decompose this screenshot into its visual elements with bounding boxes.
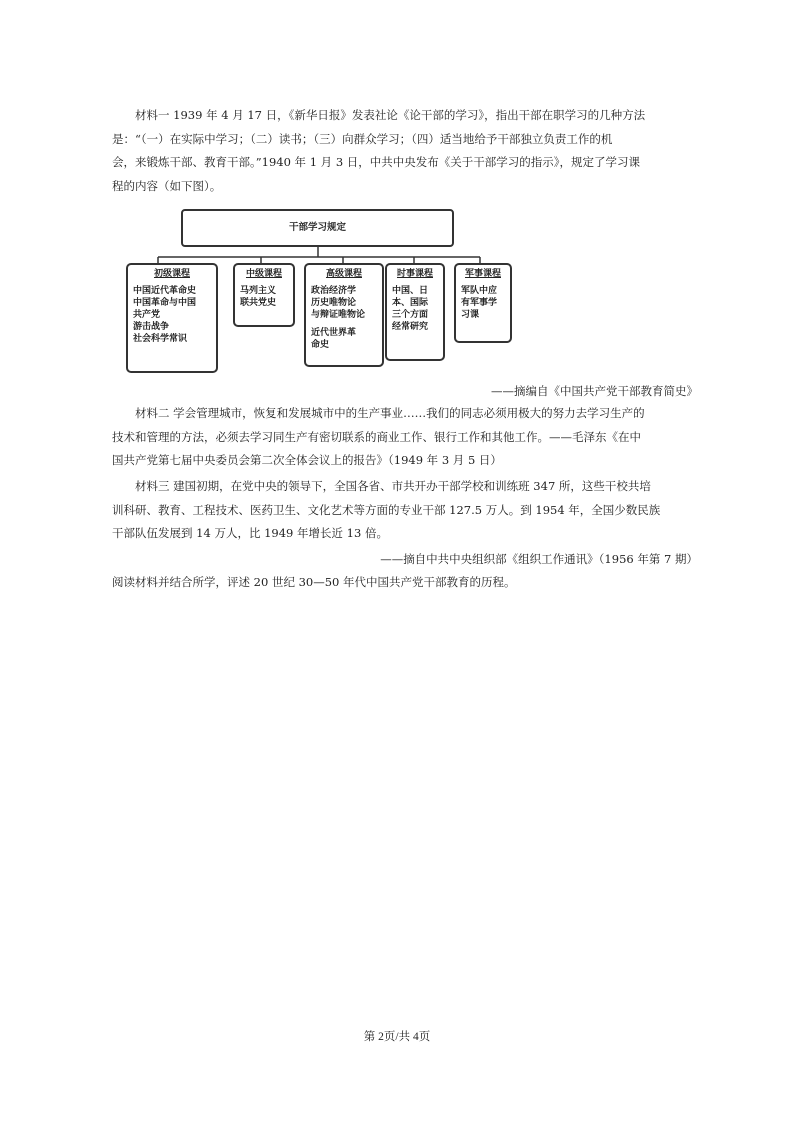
course-box-intermediate [233,263,295,327]
question: 阅读材料并结合所学，评述 20 世纪 30—50 年代中国共产党干部教育的历程。 [112,575,516,589]
material-3-source: ——摘自中共中央组织部《组织工作通讯》（1956 年第 7 期） [380,552,698,566]
course-item: 游击战争 [133,322,170,332]
course-item: 近代世界革 [311,328,357,338]
diagram-source: ——摘编自《中国共产党干部教育简史》 [491,384,698,398]
course-item: 与辩证唯物论 [311,310,366,320]
course-item: 马列主义 [240,286,277,296]
course-heading: 初级课程 [153,269,190,279]
material-2-line: 国共产党第七届中央委员会第二次全体会议上的报告》（1949 年 3 月 5 日） [112,453,502,467]
material-1 [112,104,672,198]
material-3 [112,475,672,546]
course-item: 中国革命与中国 [133,298,197,308]
material-3-line: 训科研、教育、工程技术、医药卫生、文化艺术等方面的专业干部 127.5 万人。到 1954 年，全国少数民族 [112,502,661,517]
course-item: 政治经济学 [311,286,357,296]
course-item: 社会科学常识 [133,334,188,344]
material-1-line: 是：“（一）在实际中学习；（二）读书；（三）向群众学习；（四）适当地给予干部独立负责工作的机 [112,131,613,146]
course-item: 本、国际 [392,298,429,308]
course-item: 军队中应 [461,286,498,296]
course-item: 历史唯物论 [311,298,357,308]
course-heading: 高级课程 [325,269,362,279]
material-1-line: 材料一 1939 年 4 月 17 日，《新华日报》发表社论《论干部的学习》，指出干部在职学习的几种方法 [135,108,646,122]
cadre-study-diagram [118,205,518,375]
page-number: 第 2页/共 4页 [363,1031,431,1043]
course-item: 经常研究 [392,322,429,332]
course-box-beginner [126,263,218,373]
material-2-line: 技术和管理的方法，必须去学习同生产有密切联系的商业工作、银行工作和其他工作。——毛泽东《在中 [112,429,641,444]
course-item: 中国、日 [392,286,429,296]
course-item: 命史 [311,340,330,350]
course-heading: 军事课程 [464,269,501,279]
course-box-current-affairs [385,263,445,361]
material-2 [112,402,672,473]
course-box-military [454,263,512,343]
course-item: 有军事学 [461,298,498,308]
diagram-title-box: 干部学习规定 [181,209,454,247]
course-item: 三个方面 [392,310,429,320]
course-heading: 时事课程 [396,269,433,279]
material-1-line: 会，来锻炼干部、教育干部。”1940 年 1 月 3 日，中共中央发布《关于干部学习的指示》，规定了学习课 [112,155,641,169]
material-3-line: 干部队伍发展到 14 万人，比 1949 年增长近 13 倍。 [112,526,388,540]
course-heading: 中级课程 [245,269,282,279]
material-3-line: 材料三 建国初期，在党中央的领导下，全国各省、市共开办干部学校和训练班 347 所，这些干校共培 [135,479,651,493]
course-item: 共产党 [133,310,161,320]
material-2-line: 材料二 学会管理城市，恢复和发展城市中的生产事业……我们的同志必须用极大的努力去学习生产的 [135,406,645,420]
material-1-line: 程的内容（如下图）。 [112,178,222,193]
course-item: 习课 [461,310,480,320]
course-item: 中国近代革命史 [133,286,197,296]
course-box-advanced [304,263,384,367]
course-item: 联共党史 [240,298,277,308]
